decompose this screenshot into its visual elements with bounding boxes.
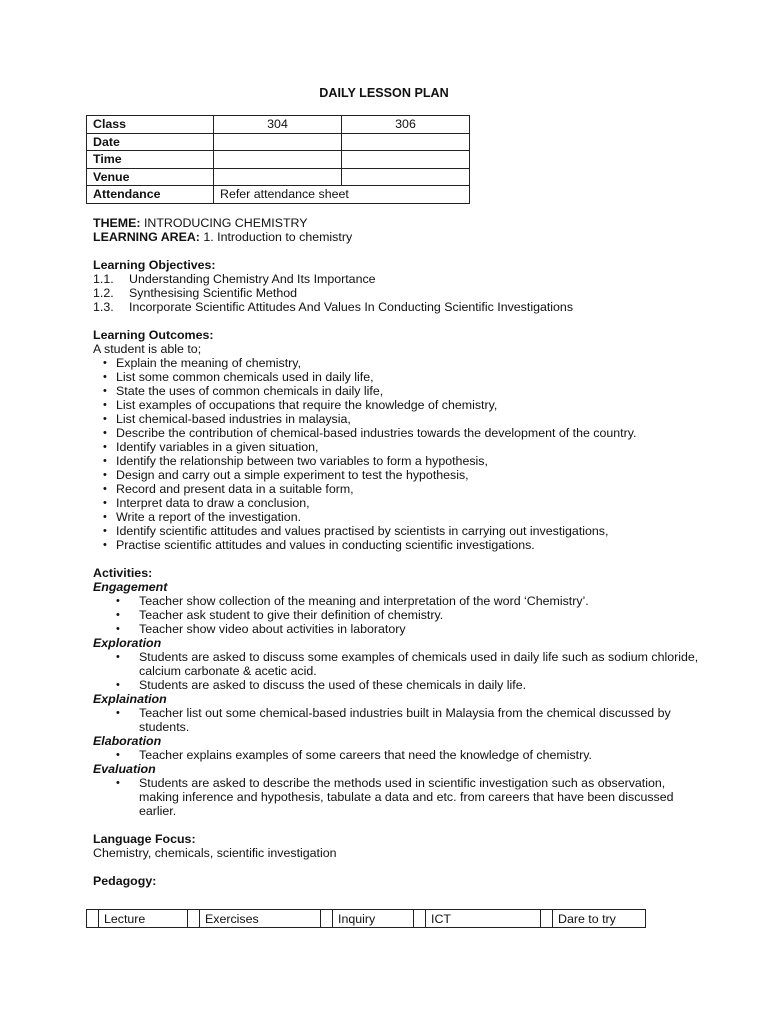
objective-item: 1.1. Understanding Chemistry And Its Importance	[93, 272, 376, 286]
activities-heading: Activities:	[93, 566, 153, 580]
pedagogy-option-ict: ICT	[426, 910, 541, 928]
table-cell	[342, 168, 470, 186]
elaboration-list	[93, 748, 733, 762]
table-cell	[342, 133, 470, 151]
elaboration-heading: Elaboration	[93, 734, 162, 748]
page-title: DAILY LESSON PLAN	[319, 86, 449, 100]
table-cell	[214, 151, 342, 169]
outcomes-list	[93, 356, 733, 552]
lesson-body	[93, 216, 733, 888]
theme-label: THEME:	[93, 216, 141, 230]
list-item: • Identify variables in a given situation,	[93, 440, 733, 454]
row-label: Class	[87, 116, 214, 134]
pedagogy-option-exercises: Exercises	[200, 910, 321, 928]
learning-area-value: 1. Introduction to chemistry	[199, 230, 353, 244]
list-item: • List some common chemicals used in daily life,	[93, 370, 733, 384]
list-item: • Teacher show collection of the meaning and interpretation of the word ‘Chemistry’.	[93, 594, 699, 608]
class-304-cell: 304	[214, 116, 342, 134]
pedagogy-option-inquiry: Inquiry	[333, 910, 414, 928]
pedagogy-table	[86, 909, 646, 928]
objective-item: 1.3. Incorporate Scientific Attitudes And Values In Conducting Scientific Investigations	[93, 300, 574, 314]
list-item: • Identify the relationship between two variables to form a hypothesis,	[93, 454, 733, 468]
outcomes-intro: A student is able to;	[93, 342, 202, 356]
dare-to-try-checkbox[interactable]	[541, 910, 553, 928]
row-label: Date	[87, 133, 214, 151]
objective-item: 1.2. Synthesising Scientific Method	[93, 286, 298, 300]
table-row	[87, 116, 470, 134]
exploration-list	[93, 650, 733, 692]
language-focus-value: Chemistry, chemicals, scientific investigation	[93, 846, 337, 860]
list-item: • Interpret data to draw a conclusion,	[93, 496, 733, 510]
lecture-checkbox[interactable]	[87, 910, 99, 928]
outcomes-heading: Learning Outcomes:	[93, 328, 214, 342]
list-item: • Students are asked to describe the methods used in scientific investigation such as observation, making inference and hypothesis, tabulate a data and etc. from careers that have been discussed earlier.	[93, 776, 699, 818]
list-item: • Design and carry out a simple experiment to test the hypothesis,	[93, 468, 733, 482]
table-cell	[214, 133, 342, 151]
theme-line	[93, 216, 733, 230]
row-label: Venue	[87, 168, 214, 186]
list-item: • List chemical-based industries in malaysia,	[93, 412, 733, 426]
list-item: • Teacher show video about activities in laboratory	[93, 622, 699, 636]
list-item: • Students are asked to discuss some examples of chemicals used in daily life such as sodium chloride, calcium carbonate & acetic acid.	[93, 650, 699, 678]
list-item: • List examples of occupations that require the knowledge of chemistry,	[93, 398, 733, 412]
engagement-list	[93, 594, 733, 636]
objectives-heading: Learning Objectives:	[93, 258, 216, 272]
table-row	[87, 186, 470, 204]
list-item: • Describe the contribution of chemical-based industries towards the development of the country.	[93, 426, 733, 440]
list-item: • Teacher explains examples of some careers that need the knowledge of chemistry.	[93, 748, 699, 762]
class-306-cell: 306	[342, 116, 470, 134]
explaination-heading: Explaination	[93, 692, 167, 706]
engagement-heading: Engagement	[93, 580, 168, 594]
list-item: • Identify scientific attitudes and values practised by scientists in carrying out investigations,	[93, 524, 733, 538]
explaination-list	[93, 706, 733, 734]
inquiry-checkbox[interactable]	[321, 910, 333, 928]
pedagogy-heading: Pedagogy:	[93, 874, 157, 888]
pedagogy-option-dare-to-try: Dare to try	[553, 910, 646, 928]
list-item: • Teacher ask student to give their definition of chemistry.	[93, 608, 699, 622]
list-item: • Record and present data in a suitable form,	[93, 482, 733, 496]
ict-checkbox[interactable]	[414, 910, 426, 928]
table-row	[87, 133, 470, 151]
list-item: • Explain the meaning of chemistry,	[93, 356, 733, 370]
evaluation-heading: Evaluation	[93, 762, 156, 776]
list-item: • Students are asked to discuss the used of these chemicals in daily life.	[93, 678, 699, 692]
table-row	[87, 168, 470, 186]
attendance-value: Refer attendance sheet	[214, 186, 470, 204]
list-item: • Practise scientific attitudes and values in conducting scientific investigations.	[93, 538, 733, 552]
row-label: Attendance	[87, 186, 214, 204]
pedagogy-option-lecture: Lecture	[99, 910, 188, 928]
exercises-checkbox[interactable]	[188, 910, 200, 928]
language-focus-heading: Language Focus:	[93, 832, 196, 846]
learning-area-label: LEARNING AREA:	[93, 230, 200, 244]
table-row	[87, 151, 470, 169]
exploration-heading: Exploration	[93, 636, 162, 650]
table-row	[87, 910, 646, 928]
class-info-table	[86, 115, 470, 204]
evaluation-list	[93, 776, 733, 818]
list-item: • State the uses of common chemicals in daily life,	[93, 384, 733, 398]
learning-area-line	[93, 230, 733, 244]
table-cell	[214, 168, 342, 186]
list-item: • Teacher list out some chemical-based industries built in Malaysia from the chemical discussed by students.	[93, 706, 699, 734]
list-item: • Write a report of the investigation.	[93, 510, 733, 524]
row-label: Time	[87, 151, 214, 169]
theme-value: INTRODUCING CHEMISTRY	[140, 216, 308, 230]
table-cell	[342, 151, 470, 169]
